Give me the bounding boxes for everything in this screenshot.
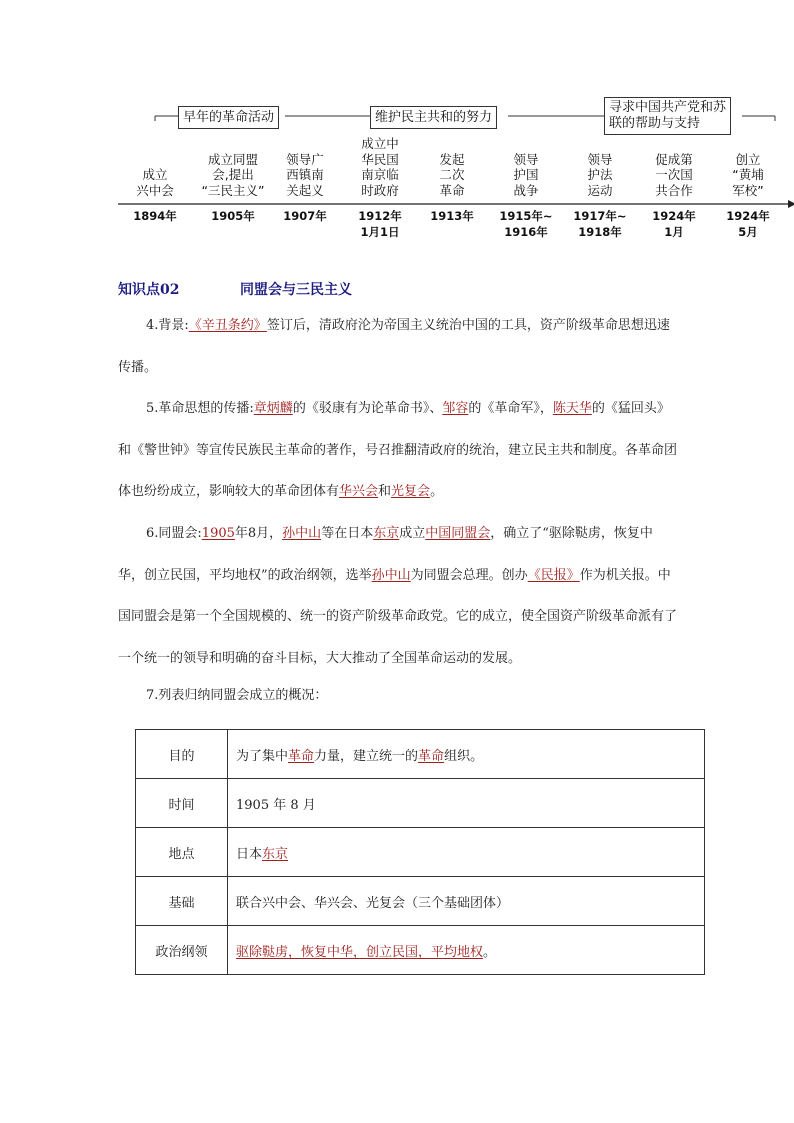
event-line: 时政府 xyxy=(361,182,399,198)
event-line: 创立 xyxy=(735,151,761,167)
section-number: 知识点02 xyxy=(118,282,180,298)
date-line: 1月1日 xyxy=(360,225,400,239)
keyword: 孙中山 xyxy=(282,526,322,541)
date-line: 1916年 xyxy=(504,225,548,239)
date-label xyxy=(193,208,273,224)
event-national-protection-war xyxy=(489,138,563,198)
keyword: 东京 xyxy=(262,846,289,862)
date-line: 1月 xyxy=(664,225,684,239)
event-line: 领导广 xyxy=(286,151,324,167)
phase-defend-republic: 维护民主共和的努力 xyxy=(370,106,497,129)
event-second-revolution xyxy=(415,138,489,198)
event-line: 成立 xyxy=(142,167,168,182)
text: 5.革命思想的传播: xyxy=(146,401,254,416)
text: 的《革命军》， xyxy=(468,401,553,416)
keyword: 华兴会 xyxy=(339,484,379,499)
date-label xyxy=(115,208,195,224)
table-row xyxy=(136,828,705,877)
event-line: 共合作 xyxy=(655,182,693,198)
text: 6.同盟会: xyxy=(146,526,202,541)
text: 成立 xyxy=(399,526,426,541)
text: 的《猛回头》和《警世钟》等宣传民族民主革命的著作，号召推翻清政府的统治，建立民主共和制度。各革命团体也纷纷成立，影响较大的革命团体有 xyxy=(118,401,678,499)
text: 力量，建立统一的 xyxy=(314,748,419,764)
date-line: 1905年 xyxy=(211,209,255,223)
table-value xyxy=(228,828,705,877)
keyword: 《辛丑条约》 xyxy=(188,318,267,333)
summary-table xyxy=(135,729,705,975)
phase-line: 联的帮助与支持 xyxy=(609,116,701,131)
text: 4.背景: xyxy=(146,318,189,333)
date-line: 1917年~ xyxy=(573,209,627,223)
keyword: 章炳麟 xyxy=(253,401,293,416)
paragraph-tongmenghui xyxy=(118,513,678,679)
event-line: 西镇南 xyxy=(286,167,324,182)
table-key: 地点 xyxy=(136,828,228,877)
event-line: 发起 xyxy=(439,151,465,167)
event-whampoa-academy xyxy=(711,138,785,198)
date-line: 1924年 xyxy=(652,209,696,223)
date-line: 1913年 xyxy=(430,209,474,223)
event-line: 一次国 xyxy=(655,167,693,182)
event-line: 战争 xyxy=(513,182,539,198)
date-label xyxy=(265,208,345,224)
table-row xyxy=(136,926,705,975)
table-value: 联合兴中会、华兴会、光复会（三个基础团体） xyxy=(228,877,705,926)
keyword: 孙中山 xyxy=(371,567,411,583)
event-xingzhonghui xyxy=(118,138,192,198)
table-key: 目的 xyxy=(136,730,228,779)
keyword: 光复会 xyxy=(391,484,431,499)
date-line: 1915年~ xyxy=(499,209,553,223)
date-label xyxy=(560,208,640,240)
keyword: 陈天华 xyxy=(552,401,592,416)
event-line: “黄埔 xyxy=(732,167,764,182)
keyword: 革命 xyxy=(418,748,445,764)
keyword: 驱除鞑虏，恢复中华，创立民国，平均地权 xyxy=(236,944,484,960)
table-key: 政治纲领 xyxy=(136,926,228,975)
event-line: 二次 xyxy=(439,167,465,182)
paragraph-propagation xyxy=(118,388,678,513)
section-title: 同盟会与三民主义 xyxy=(240,282,352,298)
sun-yat-sen-timeline xyxy=(0,0,794,260)
table-row xyxy=(136,730,705,779)
text: 作为机关报。中国同盟会是第一个全国规模的、统一的资产阶级革命政党。它的成立，使全国资产阶级革命派有了一个统一的领导和明确的奋斗目标，大大推动了全国革命运动的发展。 xyxy=(118,567,678,666)
date-line: 5月 xyxy=(738,225,758,239)
keyword: 邹容 xyxy=(442,401,469,416)
table-value xyxy=(228,730,705,779)
text: ，确立了“驱除鞑虏，恢复中华，创立民国，平均地权”的政治纲领，选举 xyxy=(118,526,653,583)
event-line: 关起义 xyxy=(286,182,324,198)
event-line: 成立中 xyxy=(361,136,399,151)
date-line: 1912年 xyxy=(358,209,402,223)
phase-early-revolution: 早年的革命活动 xyxy=(178,106,279,129)
phase-seek-support xyxy=(604,97,731,135)
date-label xyxy=(634,208,714,240)
date-line: 1924年 xyxy=(726,209,770,223)
date-label xyxy=(340,208,420,240)
date-line: 1894年 xyxy=(133,209,177,223)
text: 等在日本 xyxy=(321,526,374,541)
text: 。 xyxy=(430,484,444,499)
table-key: 时间 xyxy=(136,779,228,828)
text: 组织。 xyxy=(444,748,484,764)
keyword: 1905 xyxy=(201,526,235,541)
event-first-united-front xyxy=(637,138,711,198)
keyword: 《民报》 xyxy=(527,567,580,583)
text: 为了集中 xyxy=(236,748,289,764)
axis-arrow-icon xyxy=(788,200,794,208)
event-tongmenghui xyxy=(196,138,270,198)
event-line: 领导 xyxy=(513,151,539,167)
event-line: 南京临 xyxy=(361,167,399,182)
table-row xyxy=(136,877,705,926)
text: 。 xyxy=(483,944,497,960)
event-line: 护国 xyxy=(513,167,539,182)
text: 签订后，清政府沦为帝国主义统治中国的工具，资产阶级革命思想迅速传播。 xyxy=(118,318,670,375)
event-line: 会,提出 xyxy=(212,167,254,182)
event-constitution-protection xyxy=(563,138,637,198)
keyword: 东京 xyxy=(373,526,400,541)
text: 为同盟会总理。创办 xyxy=(410,567,528,583)
phase-line: 寻求中国共产党和苏 xyxy=(609,100,727,115)
event-line: 华民国 xyxy=(361,151,399,167)
text: 日本 xyxy=(236,846,263,862)
event-line: 革命 xyxy=(439,182,465,198)
table-row xyxy=(136,779,705,828)
event-provisional-government xyxy=(343,138,417,198)
event-line: 促成第 xyxy=(655,151,693,167)
keyword: 中国同盟会 xyxy=(425,526,491,541)
date-label xyxy=(412,208,492,224)
event-line: “三民主义” xyxy=(201,182,265,198)
date-label xyxy=(486,208,566,240)
date-line: 1918年 xyxy=(578,225,622,239)
paragraph-table-intro: 7.列表归纳同盟会成立的概况： xyxy=(146,688,328,703)
event-line: 护法 xyxy=(587,167,613,182)
event-zhennanguan xyxy=(268,138,342,198)
date-line: 1907年 xyxy=(283,209,327,223)
table-value: 1905 年 8 月 xyxy=(228,779,705,828)
text: 的《驳康有为论革命书》、 xyxy=(292,401,443,416)
event-line: 军校” xyxy=(732,182,764,198)
section-heading xyxy=(118,279,352,299)
event-line: 领导 xyxy=(587,151,613,167)
paragraph-background xyxy=(118,305,678,388)
text: 和 xyxy=(378,484,392,499)
table-key: 基础 xyxy=(136,877,228,926)
date-label xyxy=(708,208,788,240)
table-value xyxy=(228,926,705,975)
keyword: 革命 xyxy=(288,748,315,764)
event-line: 成立同盟 xyxy=(207,151,258,167)
text: 年8月， xyxy=(234,526,283,541)
event-line: 运动 xyxy=(587,182,613,198)
event-line: 兴中会 xyxy=(136,182,174,198)
